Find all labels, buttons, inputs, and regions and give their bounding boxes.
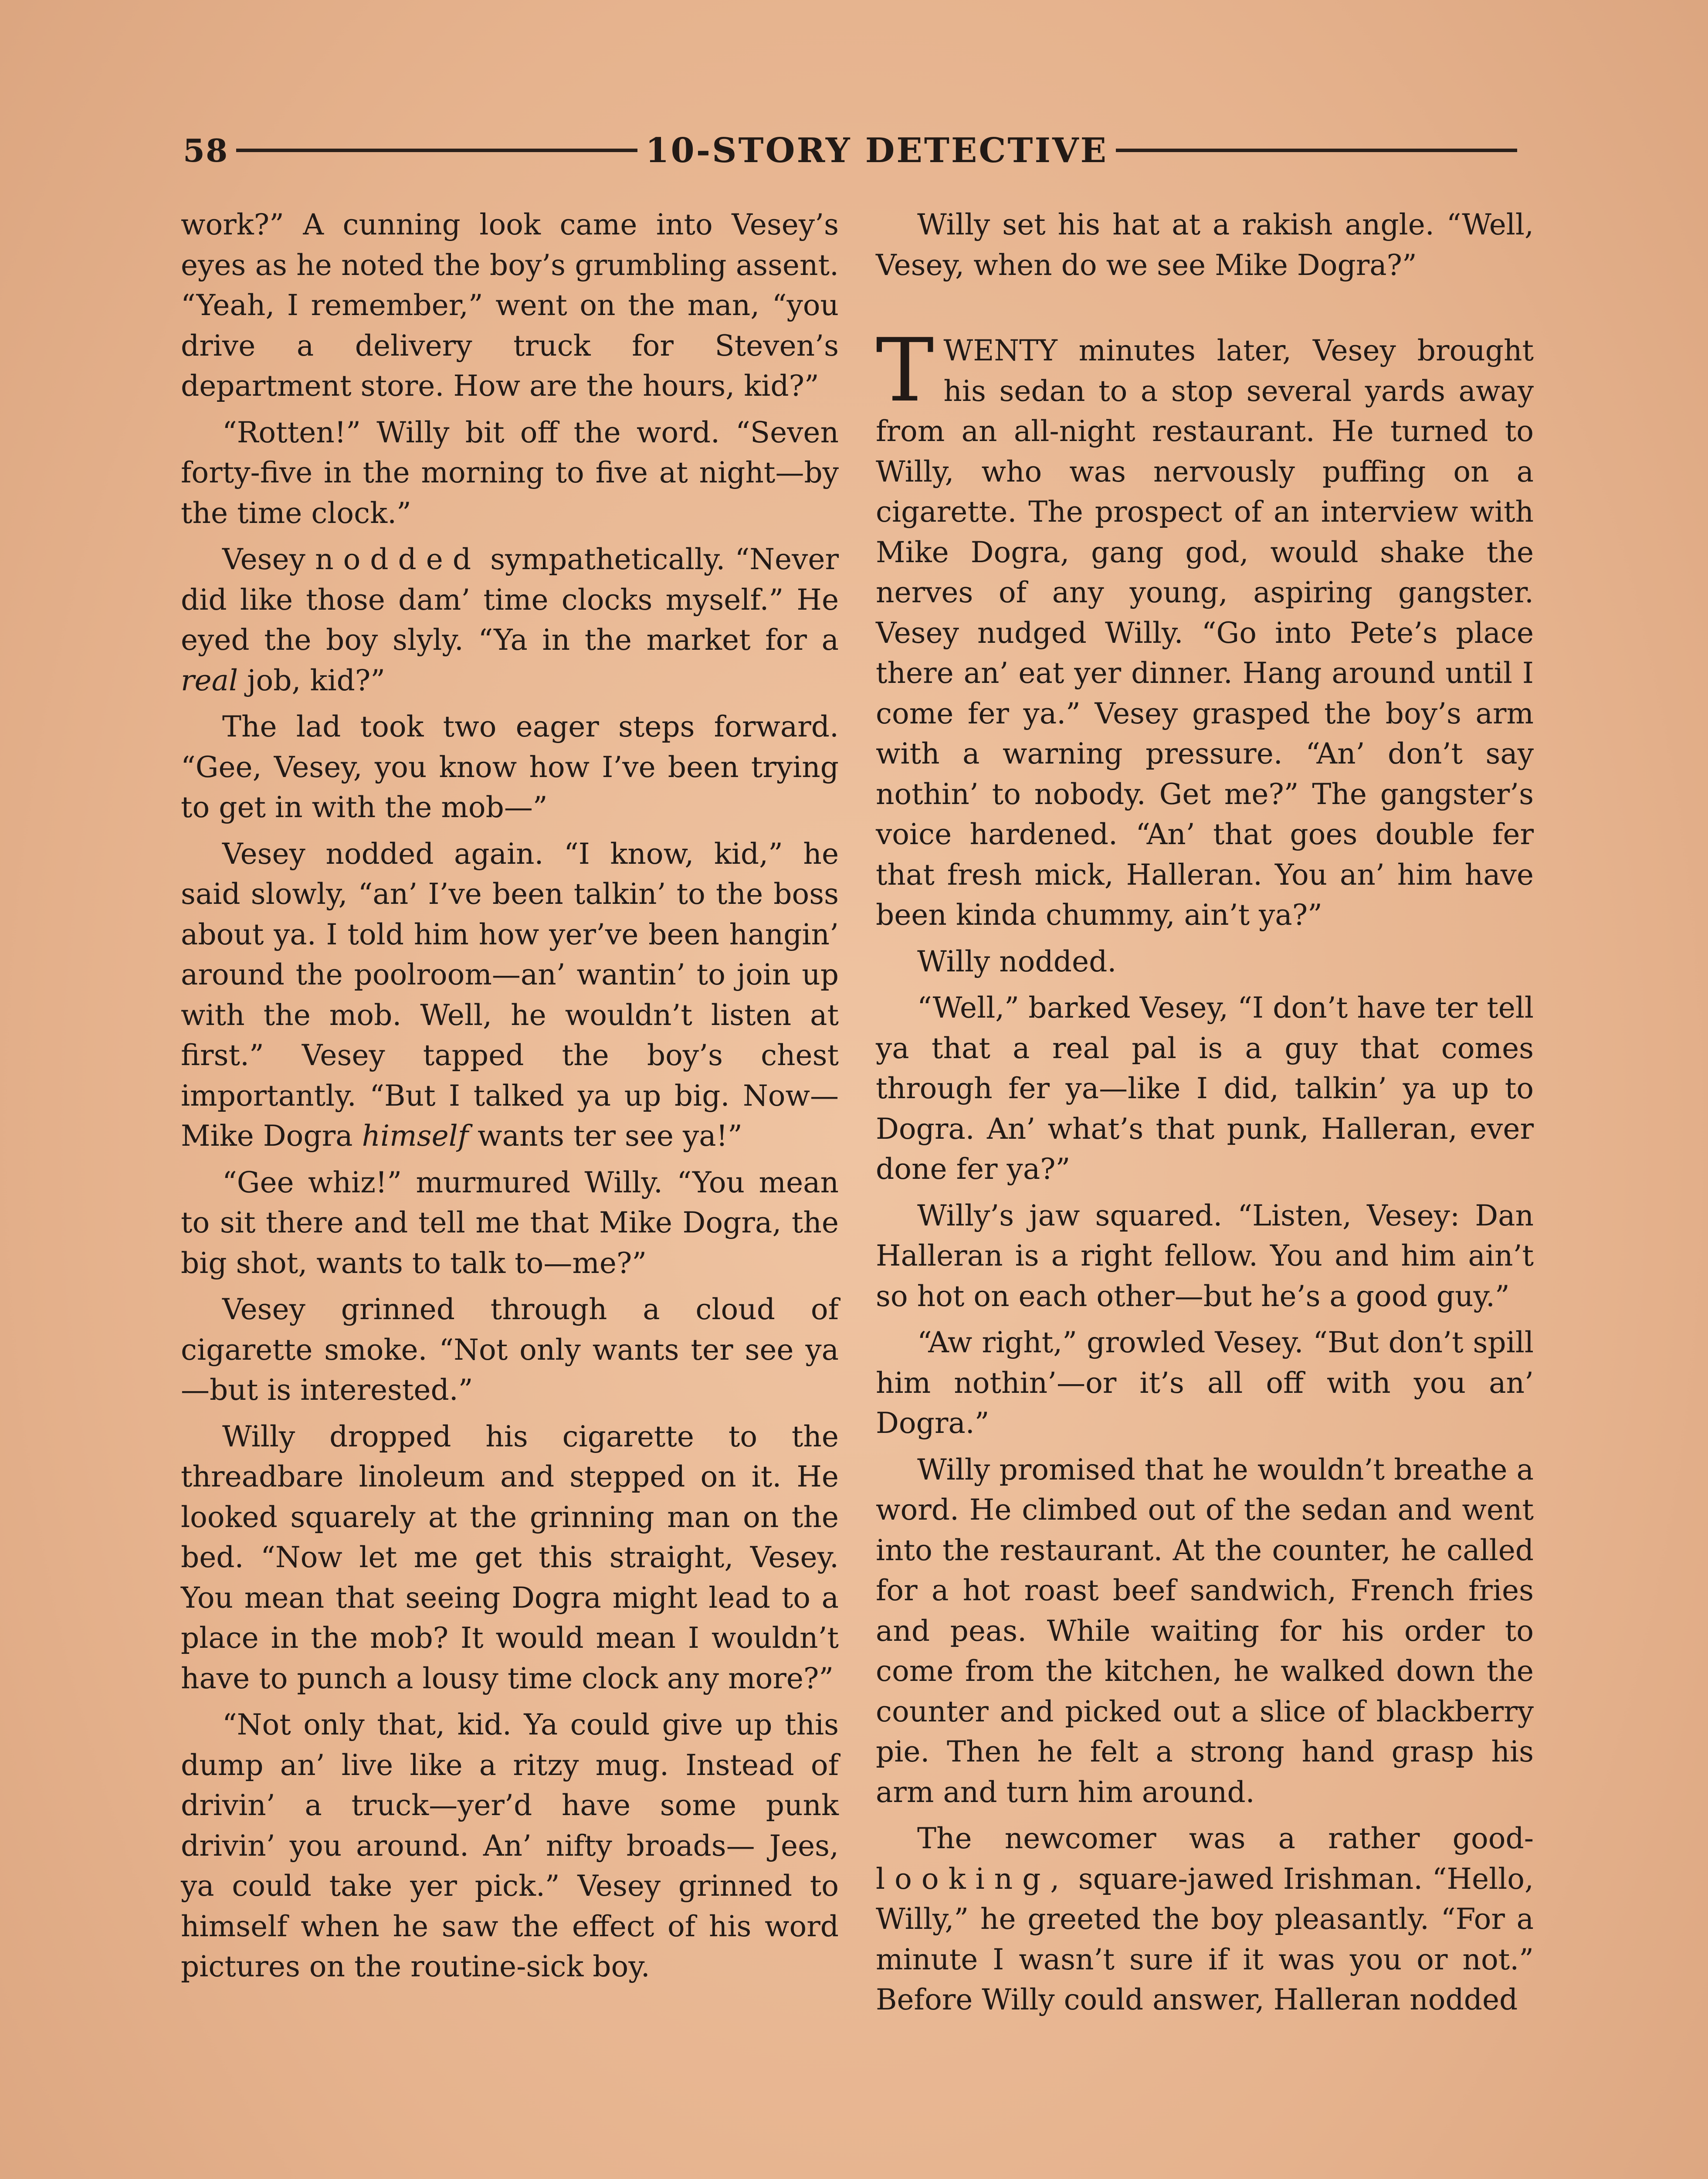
paragraph: “Rotten!” Willy bit off the word. “Seven forty-five in the morning to five at night—by the time clock.” (181, 415, 839, 530)
paragraph: Vesey grinned through a cloud of cigarette smoke. “Not only wants ter see ya—but is interested.” (181, 1293, 839, 1407)
paragraph (876, 320, 1534, 936)
header-rule-right (1116, 149, 1517, 152)
paragraph: Willy dropped his cigarette to the threadbare linoleum and stepped on it. He looked squarely at the grinning man on the bed. “Now let me get this straight, Vesey. You mean that seeing Dogra might lead to a place in the mob? It would mean I wouldn’t have to punch a lousy time clock any more?” (181, 1419, 839, 1695)
paragraph: “Not only that, kid. Ya could give up this dump an’ live like a ritzy mug. Instead of drivin’ a truck—yer’d have some punk drivin’ you around. An’ nifty broads— Jees, ya could take yer pick.” Vesey grinned to himself when he saw the effect of his word pictures on the routine-sick boy. (181, 1708, 839, 1983)
paragraph: “Well,” barked Vesey, “I don’t have ter tell ya that a real pal is a guy that comes through fer ya—like I did, talkin’ ya up to Dogra. An’ what’s that punk, Halleran, ever done fer ya?” (876, 991, 1534, 1186)
paragraph (181, 540, 839, 701)
text-run: Vesey (222, 543, 305, 576)
spaced-word: looking, (876, 1862, 1069, 1896)
drop-cap: T (876, 320, 934, 421)
paragraph (876, 1819, 1534, 2020)
paragraph: Willy promised that he wouldn’t breathe a word. He climbed out of the sedan and went into the restaurant. At the counter, he called for a hot roast beef sandwich, French fries and peas. While waiting for his order to come from the kitchen, he walked down the counter and picked out a slice of blackberry pie. Then he felt a strong hand grasp his arm and turn him around. (876, 1453, 1534, 1809)
paragraph: “Aw right,” growled Vesey. “But don’t spill him nothin’—or it’s all off with you an’ Dogra.” (876, 1326, 1534, 1440)
text-run: sympathetically. (490, 543, 725, 576)
left-column (181, 205, 839, 1993)
page-number: 58 (183, 132, 229, 169)
section-break (876, 292, 1534, 331)
paragraph: The lad took two eager steps forward. “Gee, Vesey, you know how I’ve been trying to get in with the mob—” (181, 710, 839, 824)
right-column (876, 205, 1534, 2026)
paragraph: Willy’s jaw squared. “Listen, Vesey: Dan Halleran is a right fellow. You and him ain’t so hot on each other—but he’s a good guy.” (876, 1198, 1534, 1313)
magazine-title: 10-STORY DETECTIVE (645, 130, 1108, 170)
text-run: “Never did like those dam’ time clocks myself.” He eyed the boy slyly. “Ya in the market for a real job, kid?” (181, 543, 839, 697)
spaced-word: nodded (315, 543, 481, 576)
text-run: The newcomer was a rather good- (917, 1822, 1534, 1855)
paragraph: Willy nodded. (917, 944, 1117, 978)
paragraph: work?” A cunning look came into Vesey’s eyes as he noted the boy’s grumbling assent. “Yeah, I remember,” went on the man, “you drive a delivery truck for Steven’s department store. How are the hours, kid?” (181, 208, 839, 403)
header-rule-left (236, 149, 637, 152)
paragraph: “Gee whiz!” murmured Willy. “You mean to sit there and tell me that Mike Dogra, the big shot, wants to talk to—me?” (181, 1165, 839, 1280)
paragraph: Willy set his hat at a rakish angle. “Well, Vesey, when do we see Mike Dogra?” (876, 208, 1534, 282)
text-run: WENTY minutes later, Vesey brought his sedan to a stop several yards away from an all-night restaurant. He turned to Willy, who was nervously puffing on a cigarette. The prospect of an interview with Mike Dogra, gang god, would shake the nerves of any young, aspiring gangster. Vesey nudged Willy. “Go into Pete’s place there an’ eat yer dinner. Hang around until I come fer ya.” Vesey grasped the boy’s arm with a warning pressure. “An’ don’t say nothin’ to nobody. Get me?” The gangster’s voice hardened. “An’ that goes double fer that fresh mick, Halleran. You an’ him have been kinda chummy, ain’t ya?” (876, 334, 1534, 932)
paragraph: Vesey nodded again. “I know, kid,” he said slowly, “an’ I’ve been talkin’ to the boss about ya. I told him how yer’ve been hangin’ around the poolroom—an’ wantin’ to join up with the mob. Well, he wouldn’t listen at first.” Vesey tapped the boy’s chest importantly. “But I talked ya up big. Now—Mike Dogra himself wants ter see ya!” (181, 837, 839, 1153)
text-run: square-jawed Irishman. “Hello, Willy,” he greeted the boy pleasantly. “For a minute I wasn’t sure if it was you or not.” Before Willy could answer, Halleran nodded (876, 1862, 1534, 2016)
running-header (183, 126, 1525, 174)
